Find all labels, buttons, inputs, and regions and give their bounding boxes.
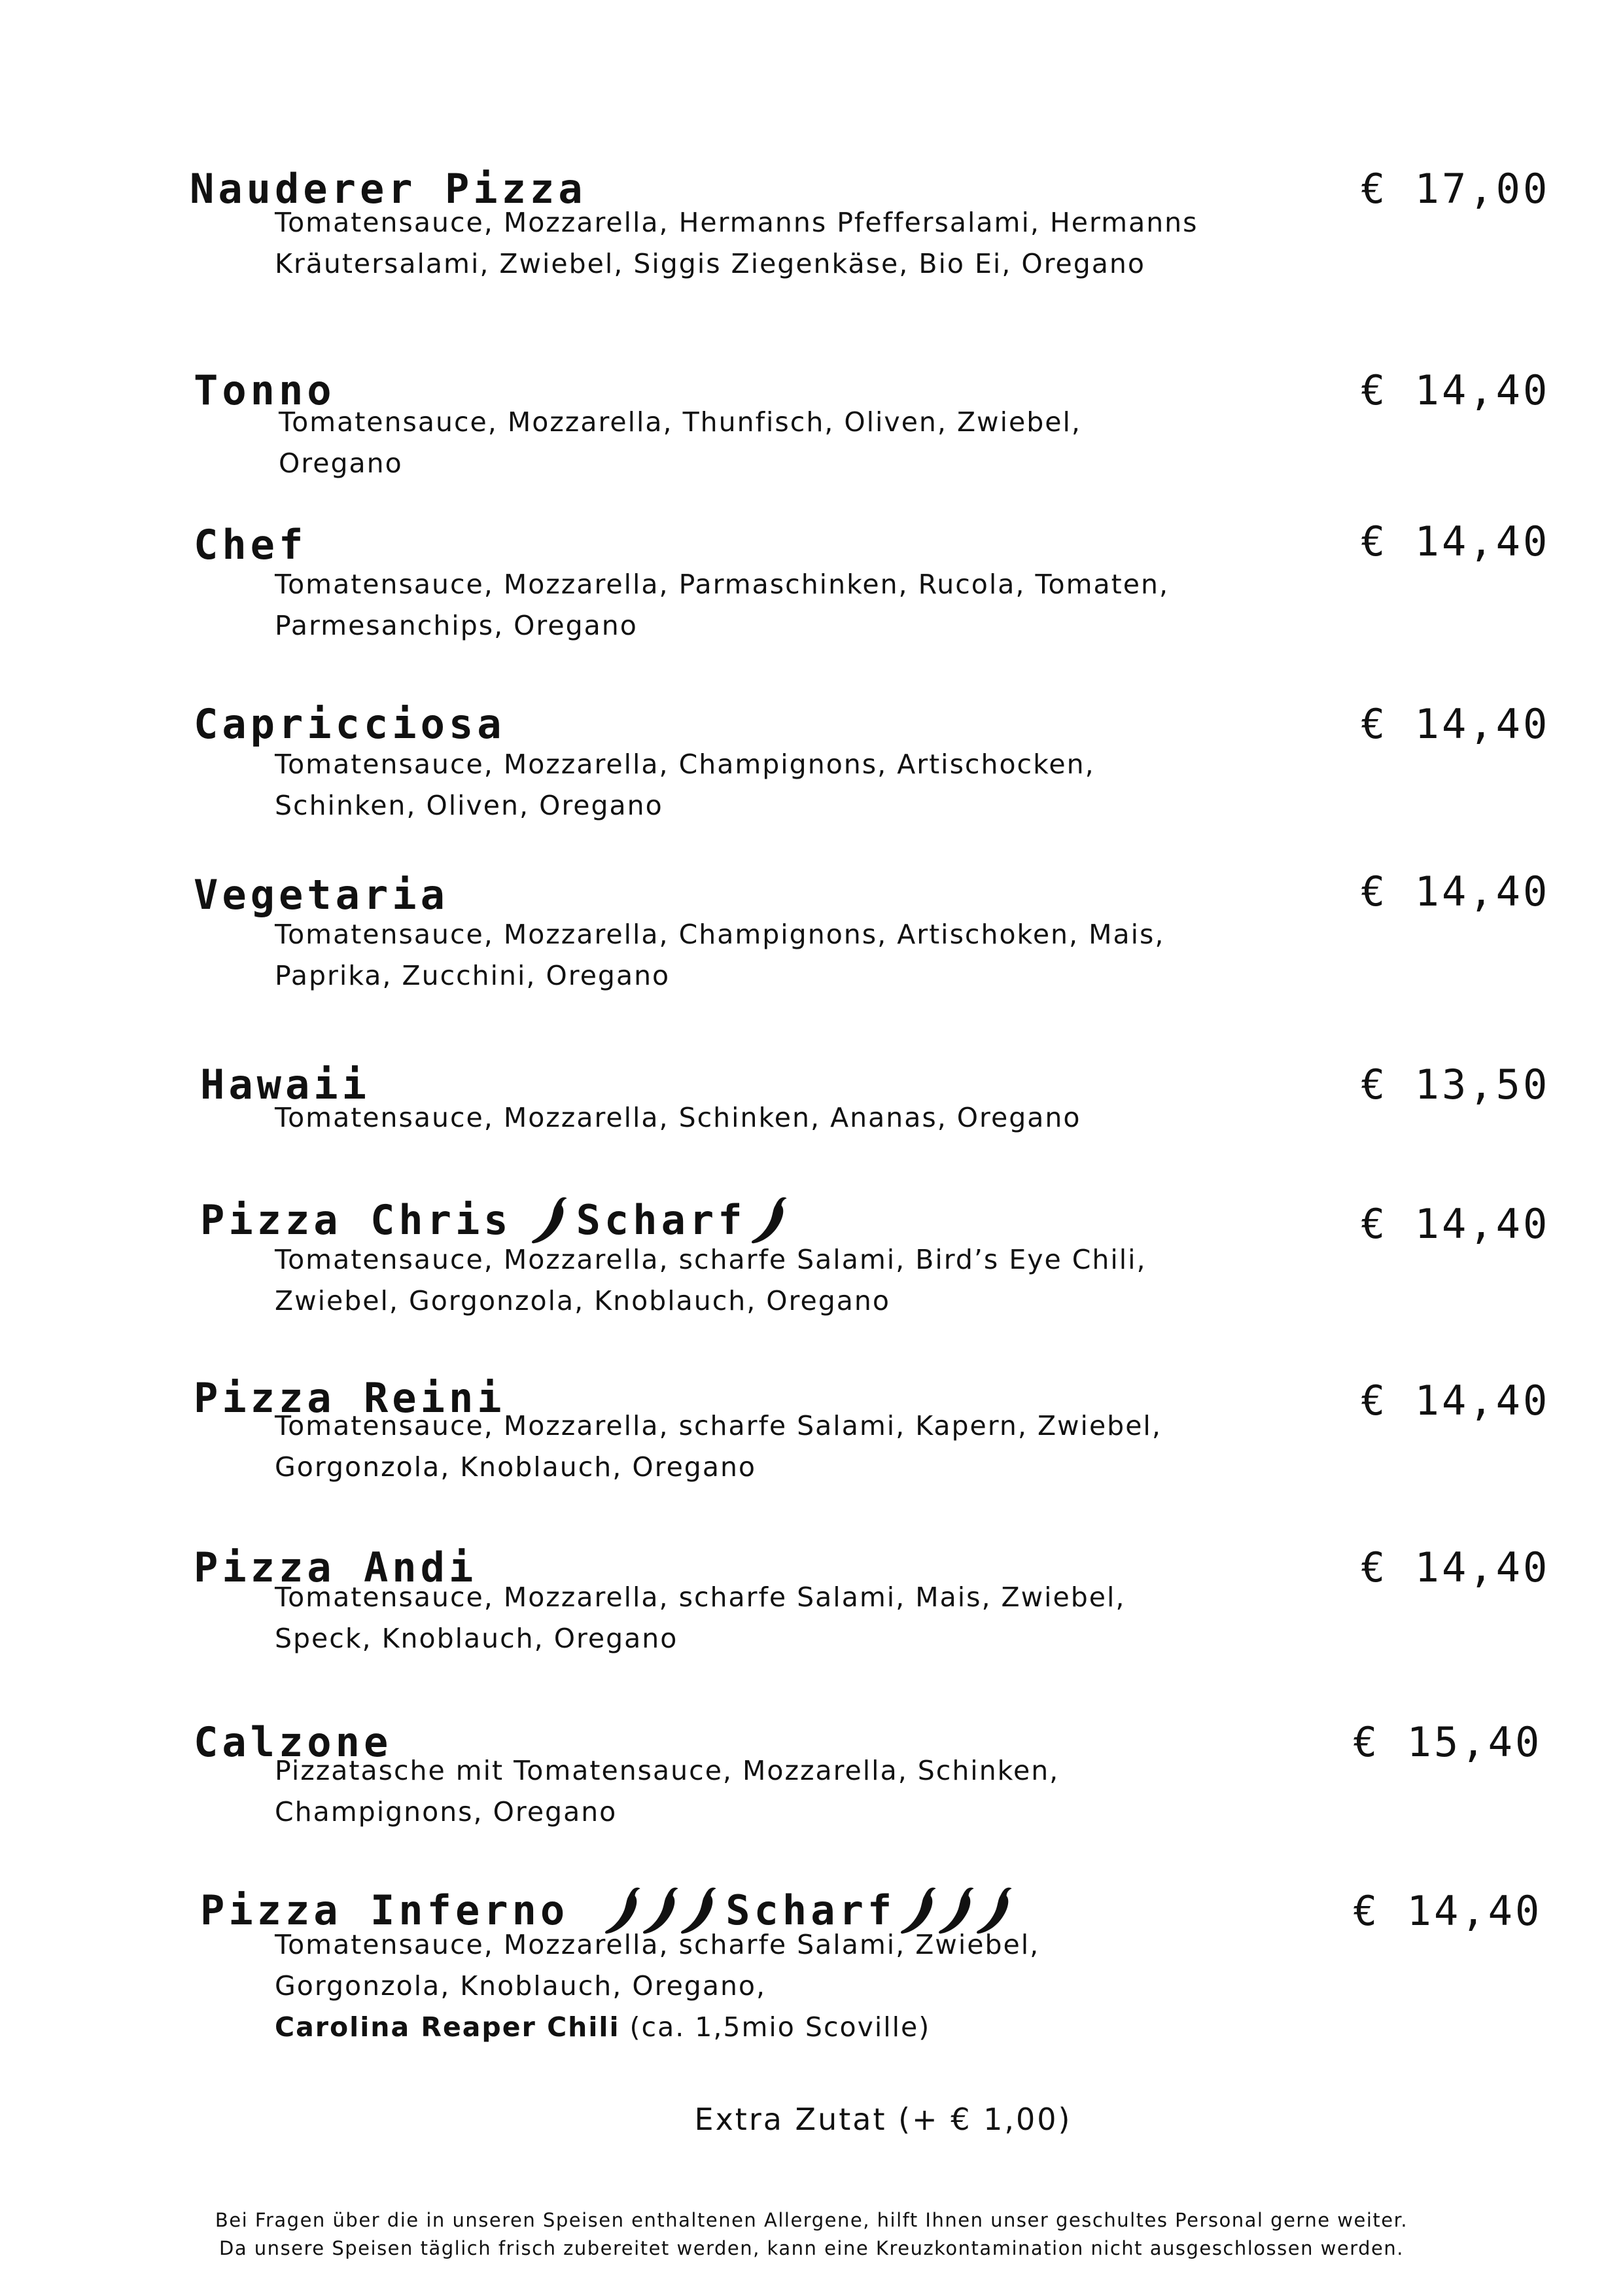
item-name: Vegetaria [194,871,449,919]
item-name: Pizza Andi [194,1544,478,1591]
description-line: Tomatensauce, Mozzarella, scharfe Salami, Mais, Zwiebel, [275,1581,1126,1613]
item-price: € 15,40 [1353,1718,1543,1766]
description-line: Zwiebel, Gorgonzola, Knoblauch, Oregano [275,1285,890,1316]
description-highlight: Carolina Reaper Chili [275,2011,620,2043]
description-line: Tomatensauce, Mozzarella, scharfe Salami, Kapern, Zwiebel, [275,1410,1162,1441]
item-name: Pizza Inferno [200,1886,569,1934]
description-line: Tomatensauce, Mozzarella, scharfe Salami, Bird’s Eye Chili, [275,1244,1147,1275]
description-line: Pizzatasche mit Tomatensauce, Mozzarella, Schinken, [275,1755,1060,1786]
allergen-notice [0,2206,1623,2263]
item-price: € 14,40 [1353,1887,1543,1935]
extra-ingredient-note: Extra Zutat (+ € 1,00) [694,2102,1072,2137]
description-line: Gorgonzola, Knoblauch, Oregano [275,1451,757,1483]
spicy-label: Scharf [576,1196,746,1244]
item-price: € 14,40 [1361,366,1550,414]
item-name: Capricciosa [194,700,506,748]
item-description [275,1750,1256,1833]
description-highlight-rest: (ca. 1,5mio Scoville) [620,2011,931,2043]
item-name: Nauderer Pizza [190,165,587,213]
description-line: Tomatensauce, Mozzarella, Champignons, Artischoken, Mais, [275,919,1165,950]
description-line: Tomatensauce, Mozzarella, Hermanns Pfeffersalami, Hermanns [275,207,1198,238]
item-name: Tonno [194,366,336,414]
chili-pepper-icon [749,1194,791,1246]
item-name: Pizza Reini [194,1374,506,1422]
item-description [275,564,1256,646]
description-line: Tomatensauce, Mozzarella, Parmaschinken, Rucola, Tomaten, [275,569,1170,600]
description-line: Tomatensauce, Mozzarella, scharfe Salami, Zwiebel, [275,1929,1040,1960]
item-price: € 14,40 [1361,700,1550,748]
footer-line: Da unsere Speisen täglich frisch zubereitet werden, kann eine Kreuzkontamination nicht ausgeschlossen werden. [218,2237,1404,2259]
description-line: Schinken, Oliven, Oregano [275,790,663,821]
description-line: Speck, Knoblauch, Oregano [275,1623,678,1654]
description-line [275,2007,1256,2048]
item-price: € 14,40 [1361,1377,1550,1424]
item-name: Pizza Chris [200,1196,512,1244]
item-price: € 13,50 [1361,1061,1550,1108]
description-line: Parmesanchips, Oregano [275,610,638,641]
item-description [275,1239,1256,1322]
description-line: Tomatensauce, Mozzarella, Schinken, Ananas, Oregano [275,1102,1081,1133]
item-description [275,914,1256,997]
item-price: € 14,40 [1361,1200,1550,1248]
item-price: € 17,00 [1361,165,1550,213]
description-line: Paprika, Zucchini, Oregano [275,960,671,991]
item-description [275,1405,1256,1488]
item-description [275,1577,1256,1659]
chili-pepper-icon [529,1194,571,1246]
item-description [275,744,1256,826]
item-description [275,202,1256,285]
item-price: € 14,40 [1361,868,1550,915]
description-line: Gorgonzola, Knoblauch, Oregano, [275,1970,767,2002]
item-name: Chef [194,521,307,569]
item-description [275,1924,1256,2048]
spicy-label: Scharf [725,1886,896,1934]
item-description [275,1097,1256,1139]
description-line: Kräutersalami, Zwiebel, Siggis Ziegenkäse, Bio Ei, Oregano [275,248,1146,279]
chili-group [529,1194,567,1246]
item-name: Calzone [194,1718,393,1766]
item-price: € 14,40 [1361,1544,1550,1591]
item-name: Hawaii [200,1061,370,1108]
description-line: Tomatensauce, Mozzarella, Champignons, Artischocken, [275,749,1095,780]
footer-line: Bei Fragen über die in unseren Speisen enthaltenen Allergene, hilft Ihnen unser geschultes Personal gerne weiter. [215,2209,1408,2231]
description-line: Tomatensauce, Mozzarella, Thunfisch, Oliven, Zwiebel, [279,406,1081,438]
description-line: Oregano [279,448,403,479]
item-description [279,402,1260,484]
chili-group [749,1194,787,1246]
item-price: € 14,40 [1361,518,1550,565]
item-name-row [200,1194,790,1246]
description-line: Champignons, Oregano [275,1796,618,1828]
